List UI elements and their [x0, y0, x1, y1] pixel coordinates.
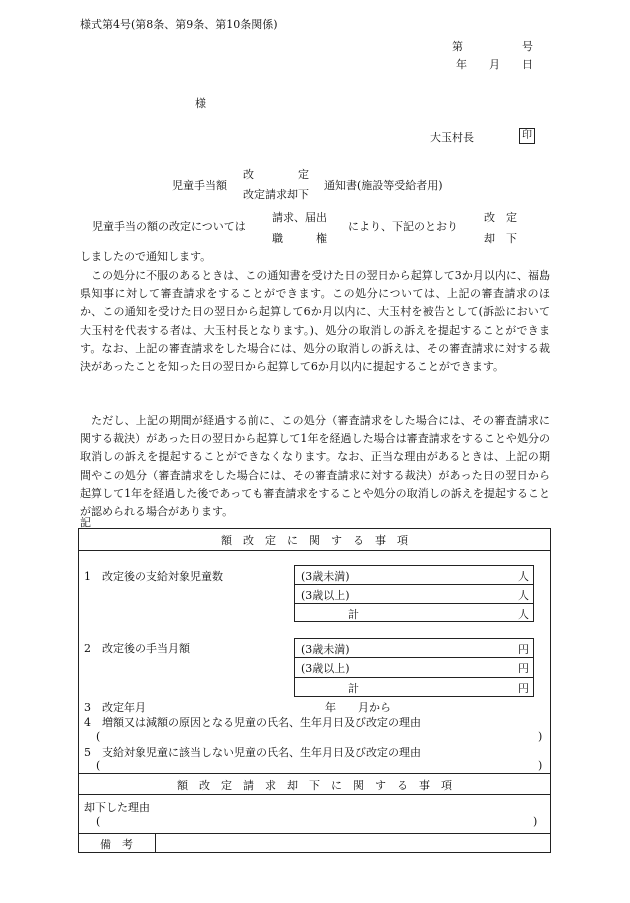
- intro-choice-top: 請求、届出: [272, 211, 327, 224]
- item1-row-label: (3歳未満): [301, 570, 350, 583]
- item4-label: 4 増額又は減額の原因となる児童の氏名、生年月日及び改定の理由: [84, 716, 421, 729]
- remarks-divider: [78, 833, 551, 834]
- item4-open-paren: (: [96, 730, 101, 743]
- date-month: 月: [489, 58, 500, 71]
- item2-row-unit: 円: [518, 662, 529, 675]
- item1-row-unit: 人: [518, 589, 529, 602]
- item2-row-divider: [294, 677, 534, 678]
- title-choice-bottom: 改定請求却下: [243, 188, 309, 201]
- form-number: 様式第4号(第8条、第9条、第10条関係): [80, 18, 278, 31]
- item2-total-label: 計: [348, 682, 359, 695]
- date-year: 年: [456, 58, 467, 71]
- intro-choice2-top: 改 定: [484, 211, 517, 224]
- section1-header-divider: [78, 550, 551, 551]
- item1-total-label: 計: [348, 608, 359, 621]
- item2-row-label: (3歳未満): [301, 643, 350, 656]
- title-prefix: 児童手当額: [172, 179, 227, 192]
- reject-reason-close-paren: ): [533, 815, 538, 828]
- seal-stamp: 印: [519, 128, 535, 144]
- intro-choice2-bottom: 却 下: [484, 232, 517, 245]
- number-dai: 第: [452, 40, 463, 53]
- reject-reason-label: 却下した理由: [84, 801, 150, 814]
- item4-close-paren: ): [538, 730, 543, 743]
- item3-value: 年 月から: [325, 701, 391, 714]
- item2-row-label: (3歳以上): [301, 662, 350, 675]
- intro-continuation: しましたので通知します。: [80, 250, 212, 263]
- section1-header: 額 改 定 に 関 す る 事 項: [221, 534, 408, 547]
- section2-header: 額 改 定 請 求 却 下 に 関 す る 事 項: [177, 779, 452, 792]
- intro-prefix: 児童手当の額の改定については: [92, 220, 246, 233]
- issuer: 大玉村長: [430, 131, 474, 144]
- appeal-paragraph-2: ただし、上記の期間が経過する前に、この処分（審査請求をした場合には、その審査請求に関する裁決）があった日の翌日から起算して1年を経過した場合は審査請求をすることや処分の取消しの訴えを提起することができなくなります。なお、正当な理由があるときは、上記の期間やこの処分（審査請求をした場合には、その審査請求に対する裁決）があった日の翌日から起算して1年を経過した後であっても審査請求をすることや処分の取消しの訴えを提起することが認められる場合があります。: [80, 414, 550, 519]
- intro-middle: により、下記のとおり: [348, 220, 458, 233]
- title-choice-top: 改 定: [243, 168, 309, 181]
- item1-row-divider: [294, 603, 534, 604]
- intro-choice-bottom: 職 権: [272, 232, 327, 245]
- item1-row-label: (3歳以上): [301, 589, 350, 602]
- remarks-label: 備 考: [100, 838, 133, 851]
- item2-row-unit: 円: [518, 643, 529, 656]
- remarks-column-divider: [155, 833, 156, 853]
- section2-header-divider: [78, 794, 551, 795]
- ki-label: 記: [80, 516, 91, 529]
- item5-label: 5 支給対象児童に該当しない児童の氏名、生年月日及び改定の理由: [84, 746, 421, 759]
- item3-label: 3 改定年月: [84, 701, 146, 714]
- item1-row-unit: 人: [518, 608, 529, 621]
- item5-close-paren: ): [538, 759, 543, 772]
- addressee-suffix: 様: [195, 97, 206, 110]
- reject-reason-open-paren: (: [96, 815, 101, 828]
- item2-row-unit: 円: [518, 682, 529, 695]
- item1-row-unit: 人: [518, 570, 529, 583]
- date-day: 日: [522, 58, 533, 71]
- item1-label: 1 改定後の支給対象児童数: [84, 570, 223, 583]
- section2-top-divider: [78, 773, 551, 774]
- item1-row-divider: [294, 584, 534, 585]
- item2-label: 2 改定後の手当月額: [84, 642, 190, 655]
- item2-row-divider: [294, 657, 534, 658]
- appeal-paragraph-1: この処分に不服のあるときは、この通知書を受けた日の翌日から起算して3か月以内に、福島県知事に対して審査請求をすることができます。この処分については、上記の審査請求のほか、この通知を受けた日の翌日から起算して6か月以内に、大玉村を被告として(訴訟において大玉村を代表する者は、大玉村長となります。)、処分の取消しの訴えを提起することができます。なお、上記の審査請求をした場合には、処分の取消しの訴えは、その審査請求に対する裁決があったことを知った日の翌日から起算して6か月以内に提起することができます。: [80, 269, 550, 374]
- number-go: 号: [522, 40, 533, 53]
- title-suffix: 通知書(施設等受給者用): [324, 179, 443, 192]
- item5-open-paren: (: [96, 759, 101, 772]
